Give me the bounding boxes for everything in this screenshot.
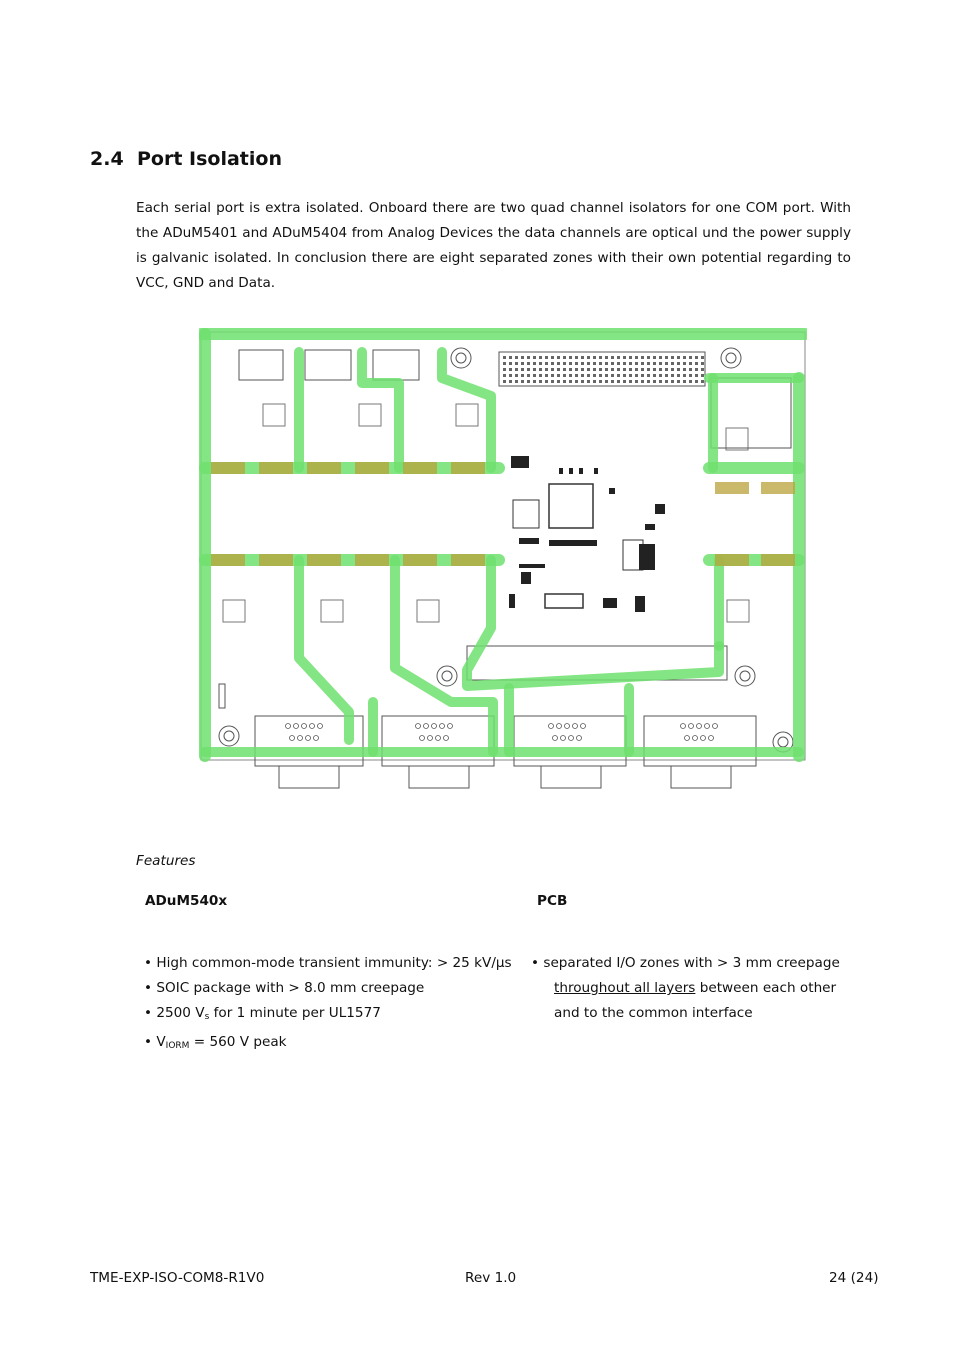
header-pin <box>539 380 542 383</box>
header-pin <box>671 374 674 377</box>
header-pin <box>575 368 578 371</box>
header-pin <box>533 362 536 365</box>
header-pin <box>599 368 602 371</box>
footer-page-number: 24 (24) <box>829 1270 879 1286</box>
header-pin <box>545 356 548 359</box>
adum-feature-list <box>144 951 512 1059</box>
header-pin <box>527 356 530 359</box>
header-pin <box>539 362 542 365</box>
header-pin <box>701 368 704 371</box>
header-pin <box>557 362 560 365</box>
header-pin <box>581 362 584 365</box>
header-pin <box>683 356 686 359</box>
header-pin <box>695 380 698 383</box>
header-pin <box>533 374 536 377</box>
header-pin <box>689 374 692 377</box>
header-pin <box>695 374 698 377</box>
header-pin <box>521 362 524 365</box>
header-pin <box>605 380 608 383</box>
header-pin <box>623 356 626 359</box>
header-pin <box>503 356 506 359</box>
header-pin <box>503 380 506 383</box>
header-pin <box>515 362 518 365</box>
header-pin <box>599 362 602 365</box>
header-pin <box>617 356 620 359</box>
header-pin <box>599 374 602 377</box>
header-pin <box>641 380 644 383</box>
header-pin <box>563 362 566 365</box>
header-pin <box>563 374 566 377</box>
header-pin <box>587 356 590 359</box>
header-pin <box>593 374 596 377</box>
header-pin <box>623 374 626 377</box>
header-pin <box>617 362 620 365</box>
header-pin <box>539 356 542 359</box>
header-pin <box>521 374 524 377</box>
header-pin <box>503 362 506 365</box>
header-pin <box>695 368 698 371</box>
list-item: • 2500 $V_s$ for 1 minute per UL1577 <box>144 1005 381 1022</box>
features-caption: Features <box>136 853 196 869</box>
header-pin <box>665 368 668 371</box>
header-pin <box>683 368 686 371</box>
header-pin <box>611 380 614 383</box>
header-pin <box>515 380 518 383</box>
header-pin <box>551 368 554 371</box>
header-pin <box>659 374 662 377</box>
header-pin <box>587 362 590 365</box>
header-pin <box>545 374 548 377</box>
list-item: • High common-mode transient immunity: > 25 kV/µs <box>144 955 512 971</box>
header-pin <box>611 368 614 371</box>
header-pin <box>635 362 638 365</box>
header-pin <box>593 362 596 365</box>
header-pin <box>647 380 650 383</box>
header-pin <box>647 374 650 377</box>
header-pin <box>701 380 704 383</box>
header-pin <box>641 368 644 371</box>
header-pin <box>605 368 608 371</box>
header-pin <box>521 368 524 371</box>
header-pin <box>623 368 626 371</box>
section-title: Port Isolation <box>137 148 282 170</box>
header-pin <box>623 362 626 365</box>
pcb-feature-list <box>531 951 840 1026</box>
header-pin <box>611 374 614 377</box>
header-pin <box>539 368 542 371</box>
header-pin <box>647 356 650 359</box>
header-pin <box>659 362 662 365</box>
header-pin <box>575 380 578 383</box>
header-pin <box>677 380 680 383</box>
header-pin <box>569 356 572 359</box>
header-pin <box>677 356 680 359</box>
header-pin <box>587 374 590 377</box>
header-pin <box>515 368 518 371</box>
header-pin <box>581 356 584 359</box>
header-pin <box>695 356 698 359</box>
header-pin <box>617 380 620 383</box>
header-pin <box>527 380 530 383</box>
header-pin <box>533 368 536 371</box>
header-pin <box>665 362 668 365</box>
header-pin <box>653 362 656 365</box>
header-pin <box>533 356 536 359</box>
header-pin <box>509 368 512 371</box>
header-pin <box>593 368 596 371</box>
header-pin <box>551 356 554 359</box>
header-pin <box>557 368 560 371</box>
header-pin <box>545 362 548 365</box>
header-pin <box>551 362 554 365</box>
header-pin <box>665 380 668 383</box>
header-pin <box>629 356 632 359</box>
header-pin <box>575 362 578 365</box>
header-pin <box>569 374 572 377</box>
header-pin <box>677 374 680 377</box>
header-pin <box>551 380 554 383</box>
header-pin <box>653 368 656 371</box>
header-pin <box>599 356 602 359</box>
header-pin <box>695 362 698 365</box>
header-pin <box>527 362 530 365</box>
header-pin <box>611 356 614 359</box>
header-pin <box>665 374 668 377</box>
header-pin <box>683 380 686 383</box>
footer-doc-id: TME-EXP-ISO-COM8-R1V0 <box>90 1270 265 1286</box>
pcb-isolation-figure <box>199 328 807 790</box>
section-number: 2.4 <box>90 148 124 170</box>
header-pin <box>683 362 686 365</box>
header-pin <box>659 380 662 383</box>
header-pin <box>599 380 602 383</box>
header-pin <box>539 374 542 377</box>
header-pin <box>581 368 584 371</box>
header-pin <box>653 380 656 383</box>
header-pin <box>545 380 548 383</box>
header-pin <box>503 374 506 377</box>
header-pin <box>617 368 620 371</box>
header-pin <box>671 368 674 371</box>
header-pin <box>587 368 590 371</box>
list-item: • SOIC package with > 8.0 mm creepage <box>144 980 425 996</box>
header-pin <box>671 362 674 365</box>
header-pin <box>581 380 584 383</box>
intro-paragraph <box>136 196 851 296</box>
header-pin <box>569 362 572 365</box>
header-pin <box>569 368 572 371</box>
header-pin <box>689 356 692 359</box>
header-pin <box>557 356 560 359</box>
list-item-continuation: and to the common interface <box>554 1005 753 1021</box>
header-pin <box>509 374 512 377</box>
header-pin <box>689 368 692 371</box>
section-heading <box>90 148 282 170</box>
header-pin <box>605 362 608 365</box>
header-pin <box>509 356 512 359</box>
header-pin <box>689 362 692 365</box>
header-pin <box>593 380 596 383</box>
header-pin <box>665 356 668 359</box>
list-item: • $V_{IORM} = 560$ V peak <box>144 1034 287 1051</box>
header-pin <box>653 374 656 377</box>
header-pin <box>509 362 512 365</box>
header-pin <box>503 368 506 371</box>
header-pin <box>611 362 614 365</box>
header-pin <box>641 362 644 365</box>
list-item: • separated I/O zones with > 3 mm creepage <box>531 955 840 971</box>
header-pin <box>533 380 536 383</box>
header-pin <box>575 374 578 377</box>
header-pin <box>659 368 662 371</box>
header-pin <box>623 380 626 383</box>
header-pin <box>509 380 512 383</box>
header-pin <box>581 374 584 377</box>
header-pin <box>701 374 704 377</box>
header-pin <box>635 374 638 377</box>
header-pin <box>617 374 620 377</box>
header-pin <box>527 374 530 377</box>
header-pin <box>527 368 530 371</box>
header-pin <box>671 356 674 359</box>
header-pin <box>677 368 680 371</box>
header-pin <box>545 368 548 371</box>
header-pin <box>701 356 704 359</box>
header-pin <box>689 380 692 383</box>
footer-revision: Rev 1.0 <box>465 1270 517 1286</box>
header-pin <box>515 374 518 377</box>
header-pin <box>635 356 638 359</box>
list-item-continuation: throughout all layers between each other <box>554 980 837 996</box>
header-pin <box>521 356 524 359</box>
header-pin <box>659 356 662 359</box>
header-pin <box>563 356 566 359</box>
header-pin <box>593 356 596 359</box>
header-pin <box>671 380 674 383</box>
header-pin <box>701 362 704 365</box>
header-pin <box>647 368 650 371</box>
header-pin <box>605 356 608 359</box>
header-pin <box>557 374 560 377</box>
header-pin <box>563 368 566 371</box>
header-pin <box>653 356 656 359</box>
header-pin <box>683 374 686 377</box>
header-pin <box>515 356 518 359</box>
header-pin <box>587 380 590 383</box>
header-pin <box>635 380 638 383</box>
header-pin <box>569 380 572 383</box>
header-pin <box>629 380 632 383</box>
adum-heading: ADuM540x <box>145 893 228 909</box>
pcb-heading: PCB <box>537 893 568 909</box>
header-pin <box>635 368 638 371</box>
intro-text: Each serial port is extra isolated. Onboard there are two quad channel isolators for one COM port. With the ADuM5401 and ADuM5404 from Analog Devices the data channels are optical und the power supply is galvanic isolated. In conclusion there are eight separated zones with their own potential regarding to VCC, GND and Data. <box>136 200 851 291</box>
header-pin <box>641 356 644 359</box>
header-pin <box>563 380 566 383</box>
header-pin <box>629 362 632 365</box>
header-pin <box>575 356 578 359</box>
header-pin <box>629 368 632 371</box>
header-pin <box>521 380 524 383</box>
header-pin <box>629 374 632 377</box>
header-pin <box>641 374 644 377</box>
header-pin <box>557 380 560 383</box>
header-pin <box>647 362 650 365</box>
header-pin <box>605 374 608 377</box>
header-pin <box>677 362 680 365</box>
header-pin <box>551 374 554 377</box>
